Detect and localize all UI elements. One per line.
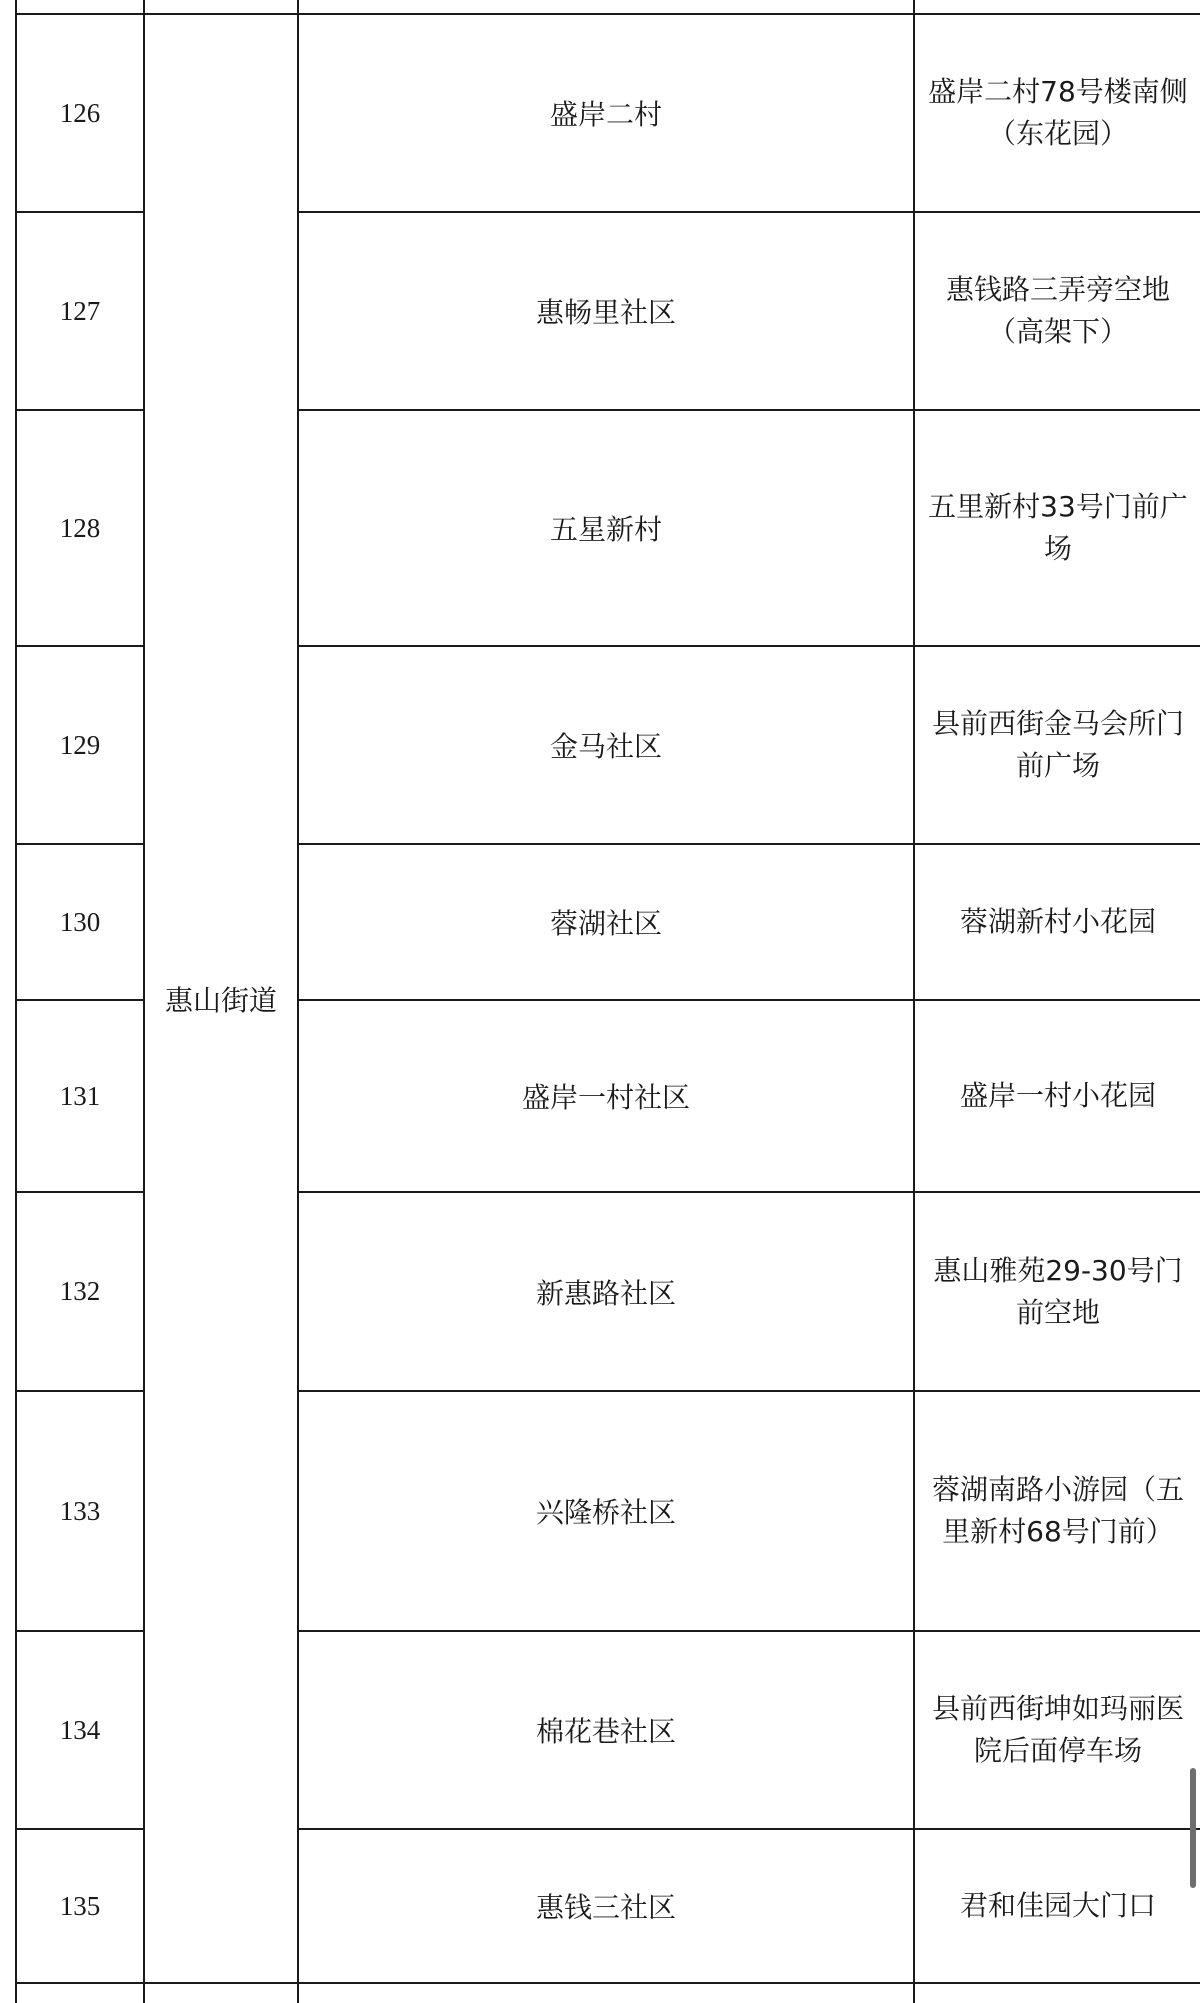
row-number: 134	[16, 1631, 144, 1829]
row-number: 132	[16, 1192, 144, 1391]
row-number: 133	[16, 1391, 144, 1631]
community-name: 新惠路社区	[298, 1192, 914, 1391]
community-name: 金马社区	[298, 646, 914, 844]
cell-partial-community	[298, 0, 914, 14]
community-name: 蓉湖社区	[298, 844, 914, 1000]
row-number: 130	[16, 844, 144, 1000]
community-name: 兴隆桥社区	[298, 1391, 914, 1631]
community-name: 惠畅里社区	[298, 212, 914, 410]
vertical-scrollbar[interactable]	[1190, 1768, 1196, 1888]
community-name: 棉花巷社区	[298, 1631, 914, 1829]
site-table	[15, 0, 1200, 2003]
row-number: 127	[16, 212, 144, 410]
row-number: 135	[16, 1829, 144, 1983]
cell-partial-no	[16, 0, 144, 14]
row-number: 129	[16, 646, 144, 844]
site-location: 蓉湖新村小花园	[914, 844, 1200, 1000]
table-row-top-partial	[16, 0, 1200, 14]
community-name: 五星新村	[298, 410, 914, 646]
cell-partial-no	[16, 1983, 144, 2003]
site-location: 蓉湖南路小游园（五里新村68号门前）	[914, 1391, 1200, 1631]
row-number: 128	[16, 410, 144, 646]
table-row-bottom-partial	[16, 1983, 1200, 2003]
row-number: 126	[16, 14, 144, 212]
community-name: 盛岸二村	[298, 14, 914, 212]
community-name: 盛岸一村社区	[298, 1000, 914, 1192]
cell-partial-community	[298, 1983, 914, 2003]
community-name: 惠钱三社区	[298, 1829, 914, 1983]
site-location: 盛岸二村78号楼南侧（东花园）	[914, 14, 1200, 212]
table-row	[16, 14, 1200, 212]
cell-partial-street	[144, 0, 298, 14]
site-location: 五里新村33号门前广场	[914, 410, 1200, 646]
cell-partial-street	[144, 1983, 298, 2003]
site-location: 盛岸一村小花园	[914, 1000, 1200, 1192]
site-location: 君和佳园大门口	[914, 1829, 1200, 1983]
row-number: 131	[16, 1000, 144, 1192]
site-location: 县前西街金马会所门前广场	[914, 646, 1200, 844]
site-location: 惠钱路三弄旁空地（高架下）	[914, 212, 1200, 410]
cell-partial-location	[914, 1983, 1200, 2003]
site-location: 惠山雅苑29-30号门前空地	[914, 1192, 1200, 1391]
street-name: 惠山街道	[144, 14, 298, 1983]
site-location: 县前西街坤如玛丽医院后面停车场	[914, 1631, 1200, 1829]
cell-partial-location	[914, 0, 1200, 14]
